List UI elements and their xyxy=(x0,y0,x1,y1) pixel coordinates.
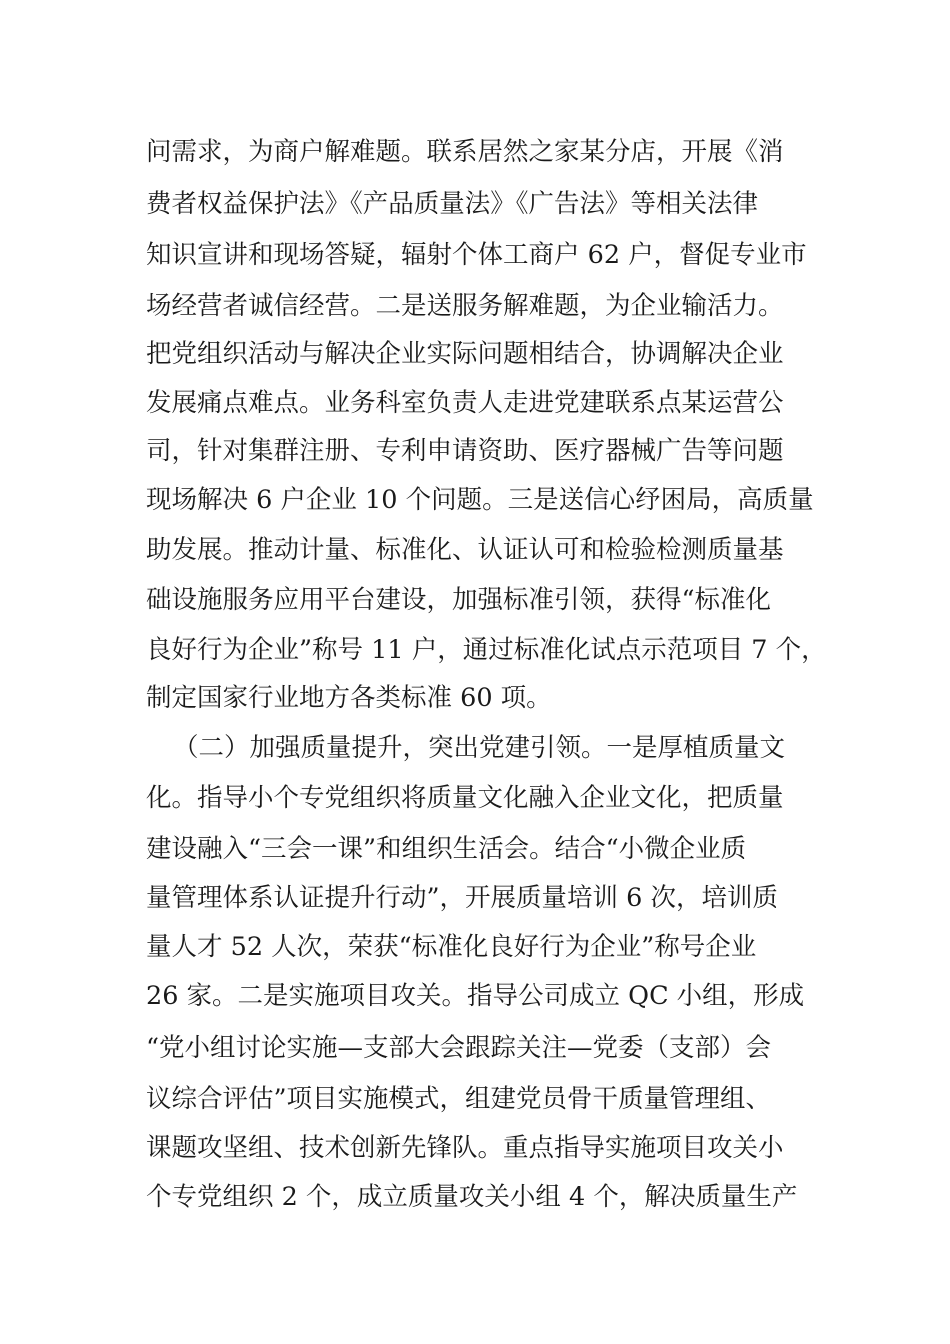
text-line: 知识宣讲和现场答疑，辐射个体工商户 62 户，督促专业市 xyxy=(146,240,807,270)
text-line: 课题攻坚组、技术创新先锋队。重点指导实施项目攻关小 xyxy=(146,1133,784,1163)
text-line: “党小组讨论实施—支部大会跟踪关注—党委（支部）会 xyxy=(146,1033,772,1063)
text-line: 问需求，为商户解难题。联系居然之家某分店，开展《消 xyxy=(146,137,784,167)
text-line: 现场解决 6 户企业 10 个问题。三是送信心纾困局，高质量 xyxy=(146,485,814,515)
text-line: 制定国家行业地方各类标准 60 项。 xyxy=(146,683,552,713)
text-line: 把党组织活动与解决企业实际问题相结合，协调解决企业 xyxy=(146,339,784,369)
text-line: 量管理体系认证提升行动”，开展质量培训 6 次，培训质 xyxy=(146,883,778,913)
paragraph-heading-line: （二）加强质量提升，突出党建引领。一是厚植质量文 xyxy=(173,733,786,763)
text-line: 费者权益保护法》《产品质量法》《广告法》等相关法律 xyxy=(146,189,759,219)
text-line: 化。指导小个专党组织将质量文化融入企业文化，把质量 xyxy=(146,783,784,813)
text-line: 良好行为企业”称号 11 户，通过标准化试点示范项目 7 个， xyxy=(146,635,827,665)
text-line: 础设施服务应用平台建设，加强标准引领，获得“标准化 xyxy=(146,585,772,615)
text-line: 司，针对集群注册、专利申请资助、医疗器械广告等问题 xyxy=(146,436,784,466)
text-line: 26 家。二是实施项目攻关。指导公司成立 QC 小组，形成 xyxy=(146,981,805,1011)
text-line: 个专党组织 2 个，成立质量攻关小组 4 个，解决质量生产 xyxy=(146,1182,798,1212)
text-line: 建设融入“三会一课”和组织生活会。结合“小微企业质 xyxy=(146,834,747,864)
text-line: 量人才 52 人次，荣获“标准化良好行为企业”称号企业 xyxy=(146,932,757,962)
text-line: 助发展。推动计量、标准化、认证认可和检验检测质量基 xyxy=(146,535,784,565)
text-line: 场经营者诚信经营。二是送服务解难题，为企业输活力。 xyxy=(146,291,784,321)
text-line: 议综合评估”项目实施模式，组建党员骨干质量管理组、 xyxy=(146,1084,772,1114)
text-line: 发展痛点难点。业务科室负责人走进党建联系点某运营公 xyxy=(146,388,784,418)
